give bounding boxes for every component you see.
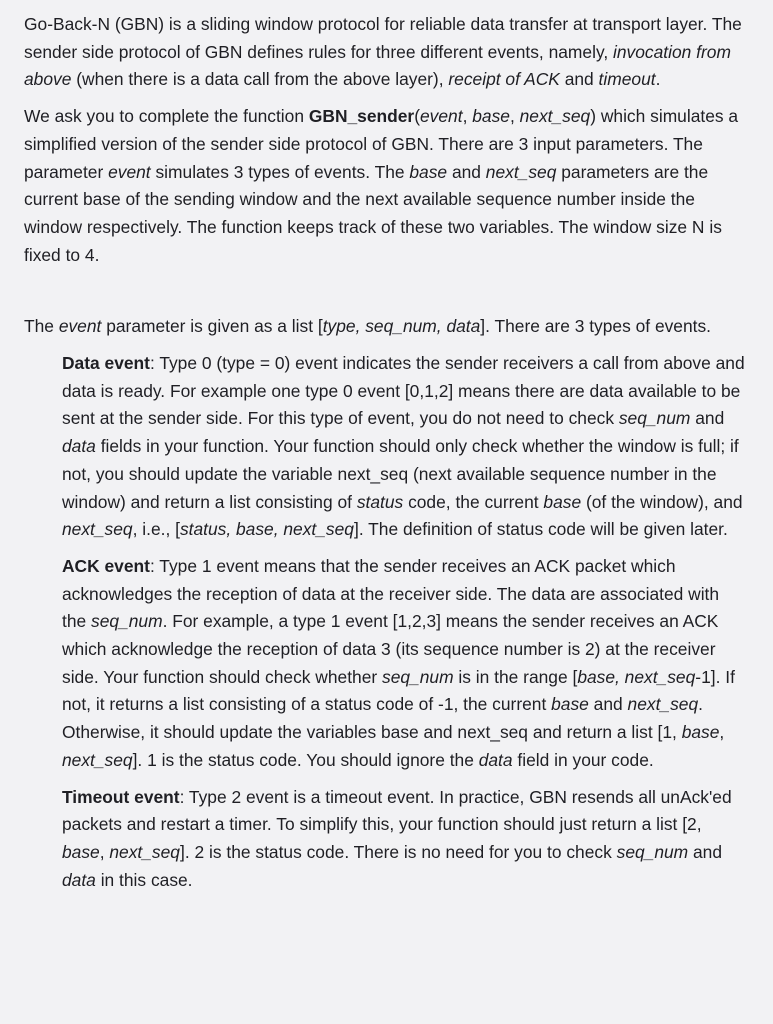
- intro-text: and: [559, 69, 599, 90]
- timeout-event-text: and: [688, 841, 723, 862]
- param-seq-num: seq_num: [618, 408, 691, 429]
- data-event-text: fields in your function. Your function should only check whether the window is full; if not, you should update the variable next_seq (next available sequence number in the window) and return a list consisting of: [62, 436, 739, 512]
- range-expression: base, next_seq: [577, 666, 696, 687]
- param-event: event: [108, 161, 151, 182]
- intro-text: Go-Back-N (GBN) is a sliding window protocol for reliable data transfer at transport layer. The sender side protocol of GBN defines rules for three different events, namely,: [24, 14, 742, 62]
- task-text: ,: [509, 106, 520, 127]
- intro-emphasis-receipt: receipt of ACK: [448, 69, 560, 90]
- events-intro-paragraph: [24, 313, 745, 341]
- function-name: GBN_sender: [308, 106, 415, 127]
- timeout-event-block: [24, 784, 745, 895]
- ack-event-block: [24, 553, 745, 775]
- task-paragraph: [24, 103, 745, 269]
- ack-event-text: -1]. If not, it returns a list consisting of a status code of -1, the current: [62, 666, 735, 715]
- param-seq-num: seq_num: [616, 841, 689, 862]
- intro-text: .: [655, 69, 661, 90]
- param-next-seq: next_seq: [485, 161, 557, 182]
- param-next-seq: next_seq: [109, 841, 180, 862]
- timeout-event-paragraph: [62, 784, 745, 895]
- data-event-text: , i.e., [: [132, 519, 180, 540]
- ack-event-text: : Type 1 event means that the sender receives an ACK packet which acknowledges the reception of data at the receiver side. The data are associated with the: [62, 555, 720, 632]
- intro-emphasis-invocation: invocation from above: [24, 41, 731, 90]
- intro-paragraph: [24, 11, 745, 94]
- task-text: ,: [462, 106, 473, 127]
- ack-event-text: . Otherwise, it should update the variables base and next_seq and return a list [1,: [62, 694, 703, 743]
- param-base: base: [543, 491, 582, 512]
- param-next-seq: next_seq: [62, 519, 133, 540]
- param-event: event: [420, 106, 463, 127]
- timeout-event-heading: Timeout event: [62, 786, 180, 807]
- timeout-event-text: in this case.: [95, 869, 193, 890]
- timeout-event-text: : Type 2 event is a timeout event. In practice, GBN resends all unAck'ed packets and restart a timer. To simplify this, your function should just return a list [2,: [62, 786, 732, 835]
- ack-event-text: ,: [719, 722, 725, 743]
- param-base: base: [472, 106, 510, 127]
- param-next-seq: next_seq: [519, 106, 591, 127]
- param-base: base: [681, 722, 720, 743]
- timeout-event-text: ]. 2 is the status code. There is no need for you to check: [179, 841, 617, 862]
- events-intro-text: parameter is given as a list [: [101, 316, 323, 337]
- ack-event-text: ]. 1 is the status code. You should ignore the: [132, 749, 479, 770]
- data-event-paragraph: [62, 350, 745, 544]
- ack-event-text: . For example, a type 1 event [1,2,3] means the sender receives an ACK which acknowledge the reception of data 3 (its sequence number is 2) at the receiver side. Your function should check whether: [62, 611, 719, 687]
- param-next-seq: next_seq: [627, 694, 699, 715]
- data-event-text: code, the current: [403, 491, 544, 512]
- param-base: base: [409, 161, 448, 182]
- events-intro-text: The: [24, 316, 59, 337]
- param-base: base: [551, 694, 589, 715]
- param-data: data: [62, 869, 96, 890]
- param-seq-num: seq_num: [91, 611, 163, 632]
- data-event-block: [24, 350, 745, 544]
- task-text: and: [447, 161, 486, 182]
- ack-event-paragraph: [62, 553, 745, 775]
- task-text: (: [414, 106, 421, 127]
- param-data: data: [478, 749, 513, 770]
- task-text: ) which simulates a simplified version of the sender side protocol of GBN. There are 3 input parameters. The parameter: [24, 106, 739, 182]
- events-intro-text: ]. There are 3 types of events.: [480, 316, 712, 337]
- timeout-event-text: ,: [99, 841, 110, 862]
- param-status: status: [356, 491, 404, 512]
- intro-text: (when there is a data call from the above layer),: [71, 69, 449, 90]
- param-next-seq: next_seq: [62, 749, 133, 770]
- data-event-heading: Data event: [62, 353, 150, 374]
- data-event-text: and: [690, 408, 725, 429]
- data-event-text: ]. The definition of status code will be given later.: [353, 519, 728, 540]
- return-list: status, base, next_seq: [179, 519, 354, 540]
- intro-emphasis-timeout: timeout: [598, 69, 656, 90]
- data-event-text: (of the window), and: [581, 491, 743, 512]
- task-text: We ask you to complete the function: [24, 106, 309, 127]
- event-fields: type, seq_num, data: [322, 316, 481, 337]
- data-event-text: : Type 0 (type = 0) event indicates the sender receivers a call from above and data is ready. For example one type 0 event [0,1,2] means there are data available to be sent at the sender side. For this type of event, you do not need to check: [62, 353, 745, 429]
- ack-event-text: is in the range [: [453, 666, 578, 687]
- ack-event-text: and: [588, 694, 628, 715]
- param-data: data: [62, 436, 96, 457]
- ack-event-heading: ACK event: [62, 555, 150, 576]
- task-text: simulates 3 types of events. The: [150, 161, 410, 182]
- task-text: parameters are the current base of the sending window and the next available sequence number inside the window respectively. The function keeps track of these two variables. The window size N is fixed to 4.: [24, 161, 722, 265]
- param-base: base: [62, 841, 100, 862]
- param-seq-num: seq_num: [382, 666, 454, 687]
- ack-event-text: field in your code.: [512, 749, 654, 770]
- param-event: event: [58, 316, 102, 337]
